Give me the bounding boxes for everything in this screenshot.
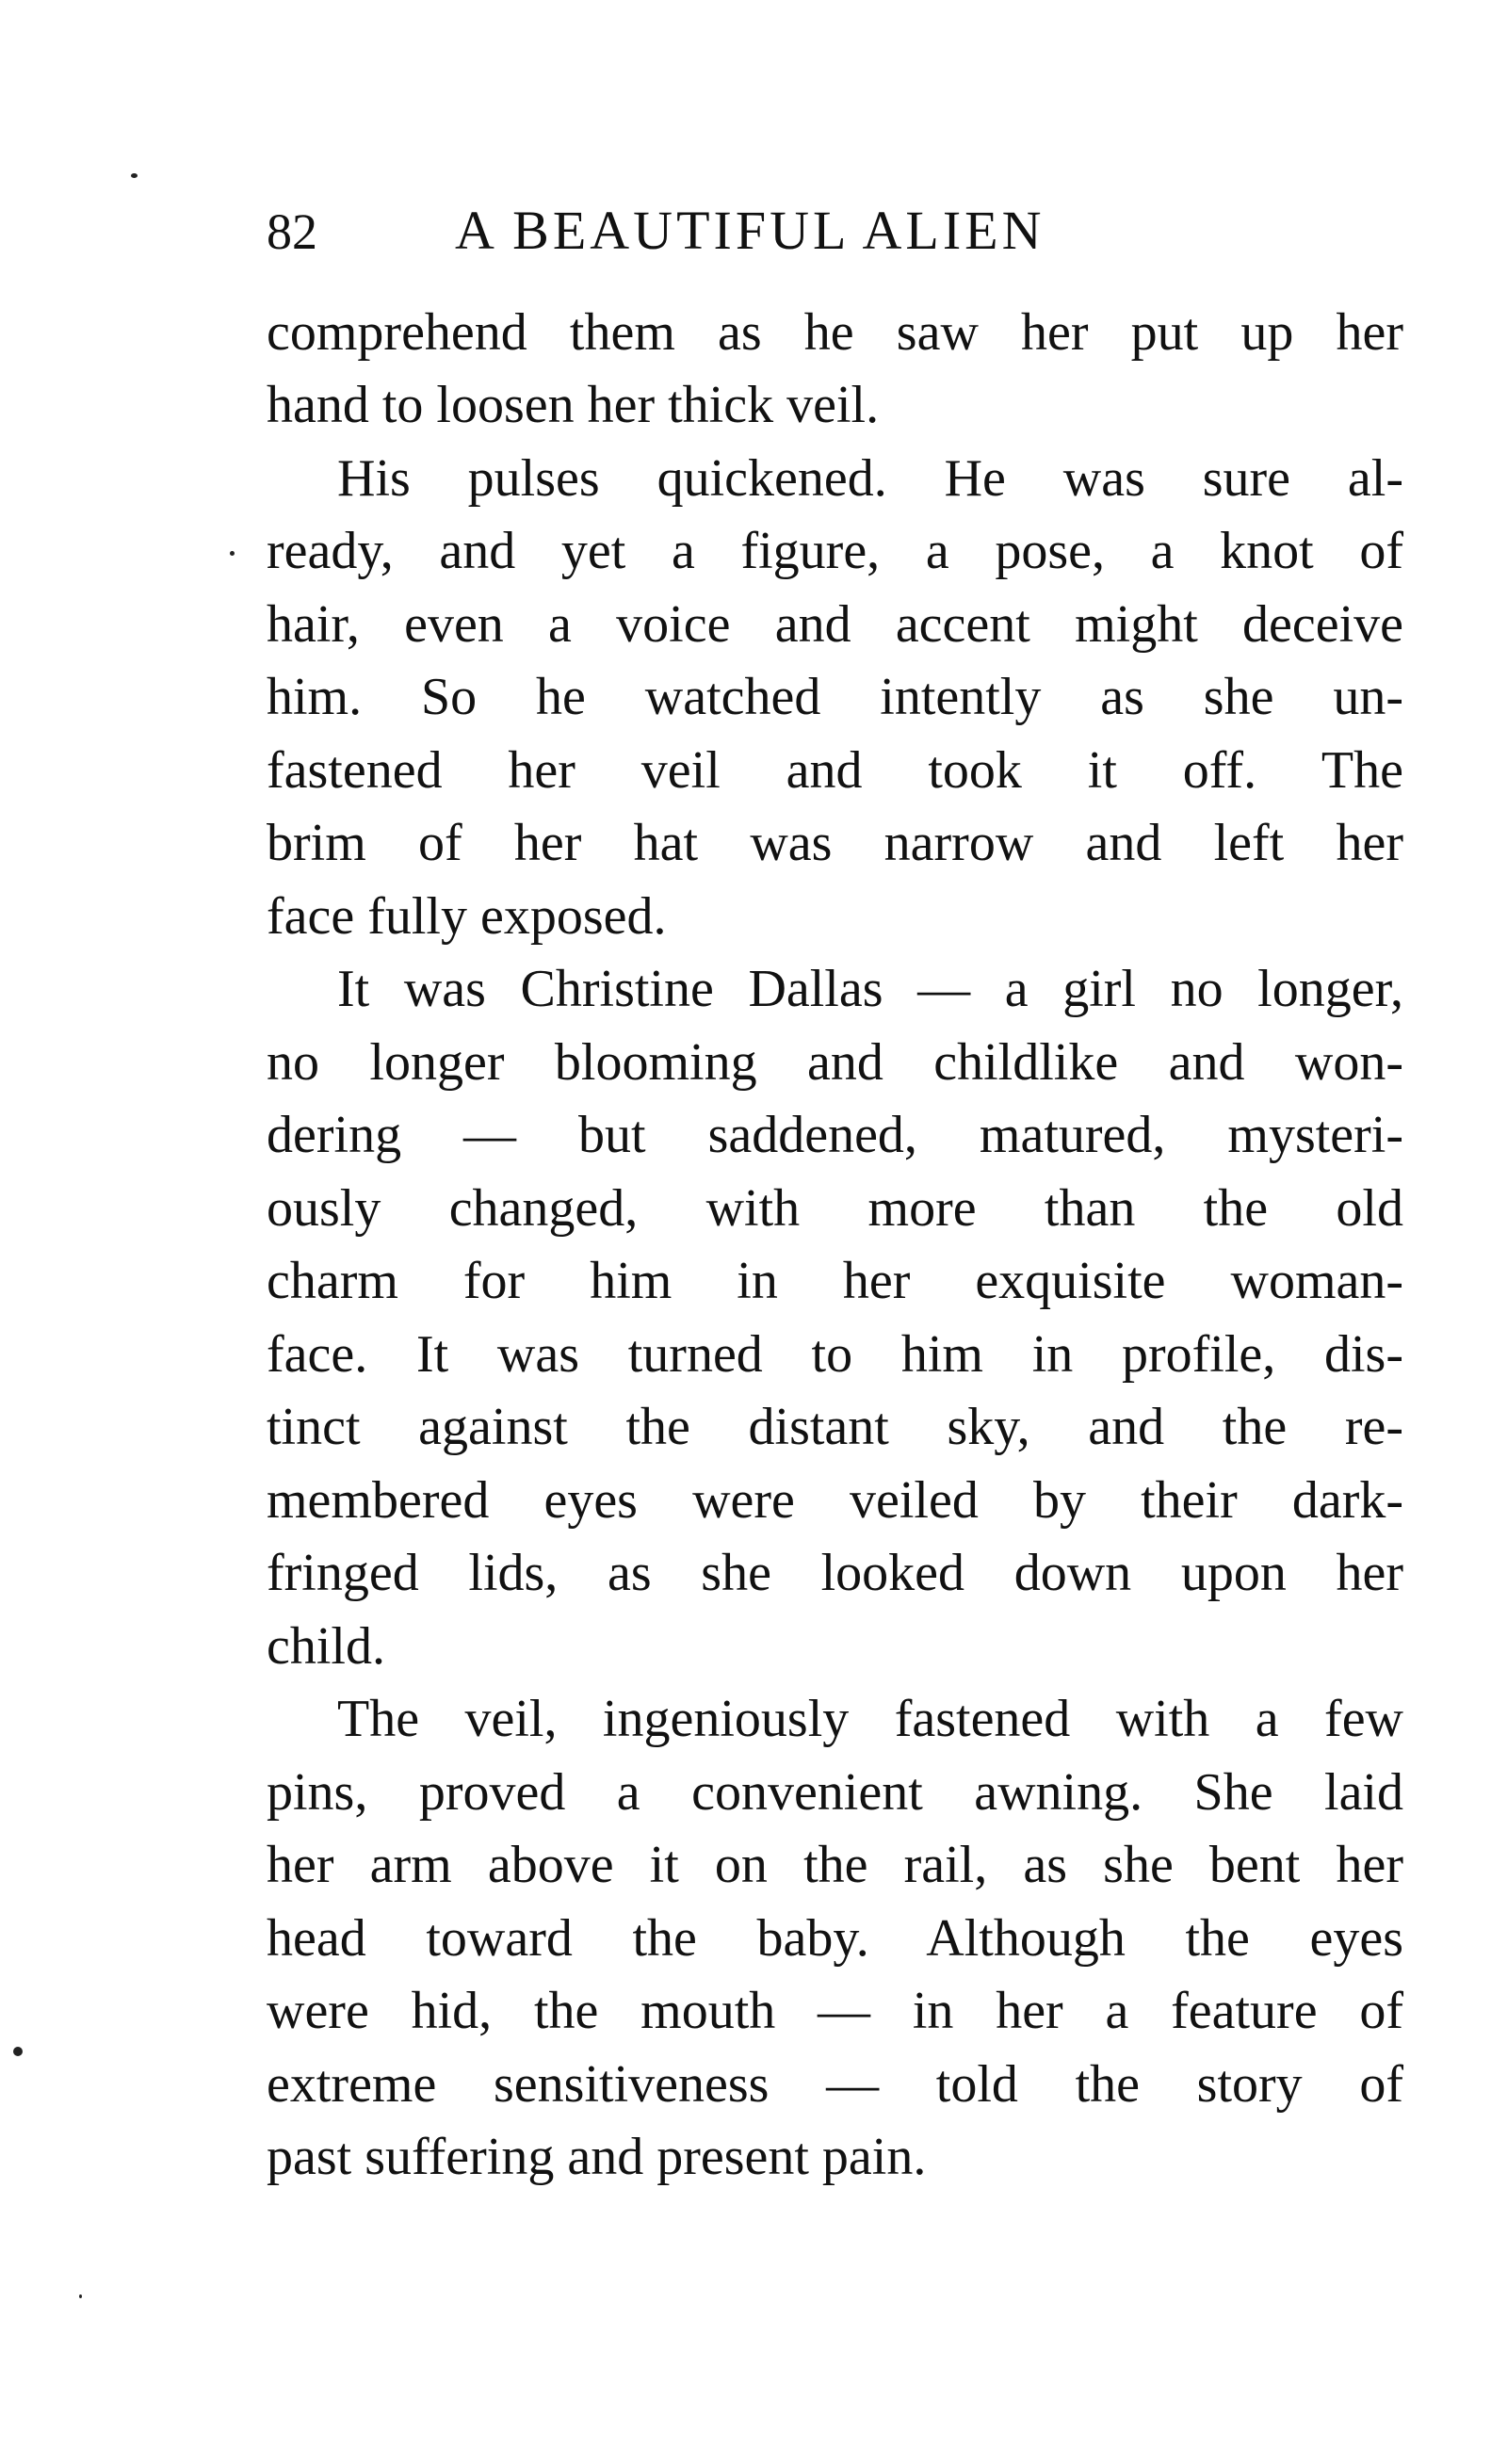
margin-speck: [230, 551, 235, 556]
text-line: ously changed, with more than the old: [267, 1179, 1403, 1238]
text-line: hand to loosen her thick veil.: [267, 376, 880, 434]
page-header: [267, 188, 1397, 273]
text-line: charm for him in her exquisite woman-: [267, 1252, 1403, 1310]
text-line: head toward the baby. Although the eyes: [267, 1909, 1403, 1968]
text-line: face. It was turned to him in profile, dis-: [267, 1325, 1403, 1384]
text-line: fastened her veil and took it off. The: [267, 741, 1403, 800]
running-title: A BEAUTIFUL ALIEN: [455, 200, 1045, 261]
text-line: were hid, the mouth — in her a feature of: [267, 1982, 1403, 2040]
text-line: tinct against the distant sky, and the re-: [267, 1398, 1403, 1456]
text-line: It was Christine Dallas — a girl no longer,: [337, 960, 1403, 1018]
text-line: ready, and yet a figure, a pose, a knot of: [267, 522, 1403, 580]
text-line: him. So he watched intently as she un-: [267, 668, 1403, 726]
text-line: no longer blooming and childlike and won-: [267, 1033, 1403, 1092]
margin-speck: [79, 2294, 82, 2298]
text-line: The veil, ingeniously fastened with a few: [337, 1690, 1403, 1748]
text-line: His pulses quickened. He was sure al-: [337, 449, 1403, 508]
text-line: her arm above it on the rail, as she bent her: [267, 1836, 1403, 1894]
text-line: face fully exposed.: [267, 887, 667, 946]
text-line: membered eyes were veiled by their dark-: [267, 1471, 1403, 1530]
text-line: past suffering and present pain.: [267, 2128, 927, 2186]
text-line: brim of her hat was narrow and left her: [267, 814, 1403, 872]
page-number: 82: [267, 203, 317, 260]
margin-speck: [13, 2047, 23, 2056]
text-line: extreme sensitiveness — told the story of: [267, 2055, 1403, 2114]
text-line: pins, proved a convenient awning. She laid: [267, 1763, 1403, 1822]
text-line: hair, even a voice and accent might deceive: [267, 595, 1403, 654]
text-line: child.: [267, 1617, 385, 1676]
text-line: fringed lids, as she looked down upon her: [267, 1544, 1403, 1602]
text-line: comprehend them as he saw her put up her: [267, 303, 1403, 362]
margin-speck: [131, 173, 138, 178]
text-line: dering — but saddened, matured, mysteri-: [267, 1106, 1403, 1164]
